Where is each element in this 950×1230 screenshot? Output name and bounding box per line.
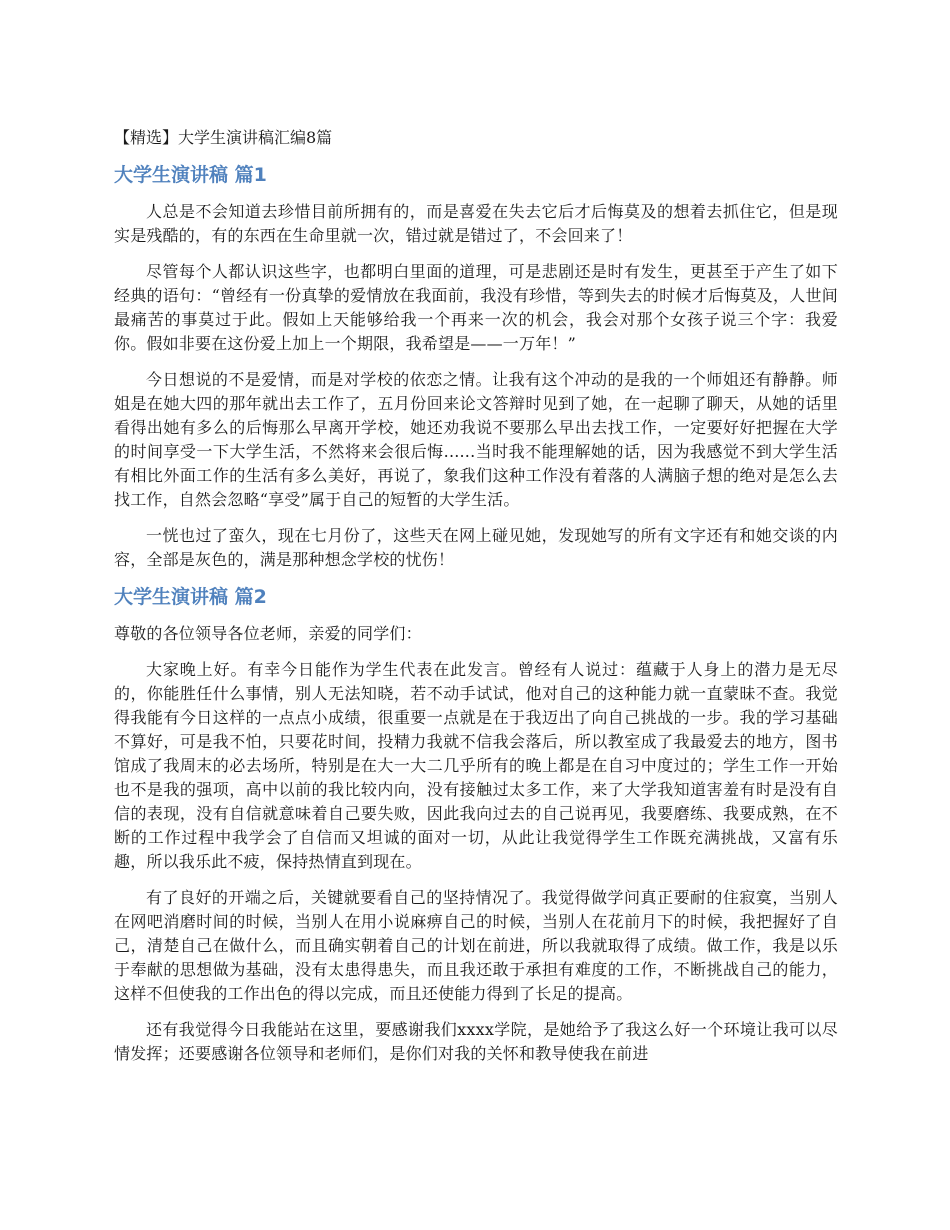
paragraph: 大家晚上好。有幸今日能作为学生代表在此发言。曾经有人说过：蕴藏于人身上的潜力是无尽的，你能胜任什么事情，别人无法知晓，若不动手试试，他对自己的这种能力就一直蒙昧不查。我觉得我能有今日这样的一点点小成绩，很重要一点就是在于我迈出了向自己挑战的一步。我的学习基础不算好，可是我不怕，只要花时间，投精力我就不信我会落后，所以教室成了我最爱去的地方，图书馆成了我周末的必去场所，特别是在大一大二几乎所有的晚上都是在自习中度过的；学生工作一开始也不是我的强项，高中以前的我比较内向，没有接触过太多工作，来了大学我知道害羞有时是没有自信的表现，没有自信就意味着自己要失败，因此我向过去的自己说再见，我要磨练、我要成熟，在不断的工作过程中我学会了自信而又坦诚的面对一切，从此让我觉得学生工作既充满挑战，又富有乐趣，所以我乐此不疲，保持热情直到现在。 (114, 660, 838, 871)
salutation: 尊敬的各位领导各位老师，亲爱的同学们： (114, 624, 422, 643)
paragraph: 今日想说的不是爱情，而是对学校的依恋之情。让我有这个冲动的是我的一个师姐还有静静。师姐是在她大四的那年就出去工作了，五月份回来论文答辩时见到了她，在一起聊了聊天，从她的话里看得出她有多么的后悔那么早离开学校，她还劝我说不要那么早出去找工作，一定要好好把握在大学的时间享受一下大学生活，不然将来会很后悔......当时我不能理解她的话，因为我感觉不到大学生活有相比外面工作的生活有多么美好，再说了，象我们这种工作没有着落的人满脑子想的绝对是怎么去找工作，自然会忽略“享受”属于自己的短暂的大学生活。 (114, 370, 838, 509)
section-heading: 大学生演讲稿 篇1 (114, 164, 267, 186)
paragraph: 一恍也过了蛮久，现在七月份了，这些天在网上碰见她，发现她写的所有文字还有和她交谈的内容，全部是灰色的，满是那种想念学校的忧伤！ (114, 526, 838, 569)
document-title: 【精选】大学生演讲稿汇编8篇 (114, 128, 333, 147)
paragraph: 人总是不会知道去珍惜目前所拥有的，而是喜爱在失去它后才后悔莫及的想着去抓住它，但是现实是残酷的，有的东西在生命里就一次，错过就是错过了，不会回来了！ (114, 202, 838, 245)
paragraph: 尽管每个人都认识这些字，也都明白里面的道理，可是悲剧还是时有发生，更甚至于产生了如下经典的语句：“曾经有一份真挚的爱情放在我面前，我没有珍惜，等到失去的时候才后悔莫及，人世间最痛苦的事莫过于此。假如上天能够给我一个再来一次的机会，我会对那个女孩子说三个字：我爱你。假如非要在这份爱上加上一个期限，我希望是——一万年！” (114, 262, 838, 353)
section-1 (114, 162, 838, 572)
paragraph: 还有我觉得今日我能站在这里，要感谢我们xxxx学院，是她给予了我这么好一个环境让我可以尽情发挥；还要感谢各位领导和老师们，是你们对我的关怀和教导使我在前进 (114, 1020, 838, 1063)
paragraph: 有了良好的开端之后，关键就要看自己的坚持情况了。我觉得做学问真正要耐的住寂寞，当别人在网吧消磨时间的时候，当别人在用小说麻痹自己的时候，当别人在花前月下的时候，我把握好了自己，清楚自己在做什么，而且确实朝着自己的计划在前进，所以我就取得了成绩。做工作，我是以乐于奉献的思想做为基础，没有太患得患失，而且我还敢于承担有难度的工作，不断挑战自己的能力，这样不但使我的工作出色的得以完成，而且还使能力得到了长足的提高。 (114, 888, 838, 1003)
document-body (114, 126, 838, 1078)
section-heading: 大学生演讲稿 篇2 (114, 586, 267, 608)
section-2 (114, 584, 838, 1066)
